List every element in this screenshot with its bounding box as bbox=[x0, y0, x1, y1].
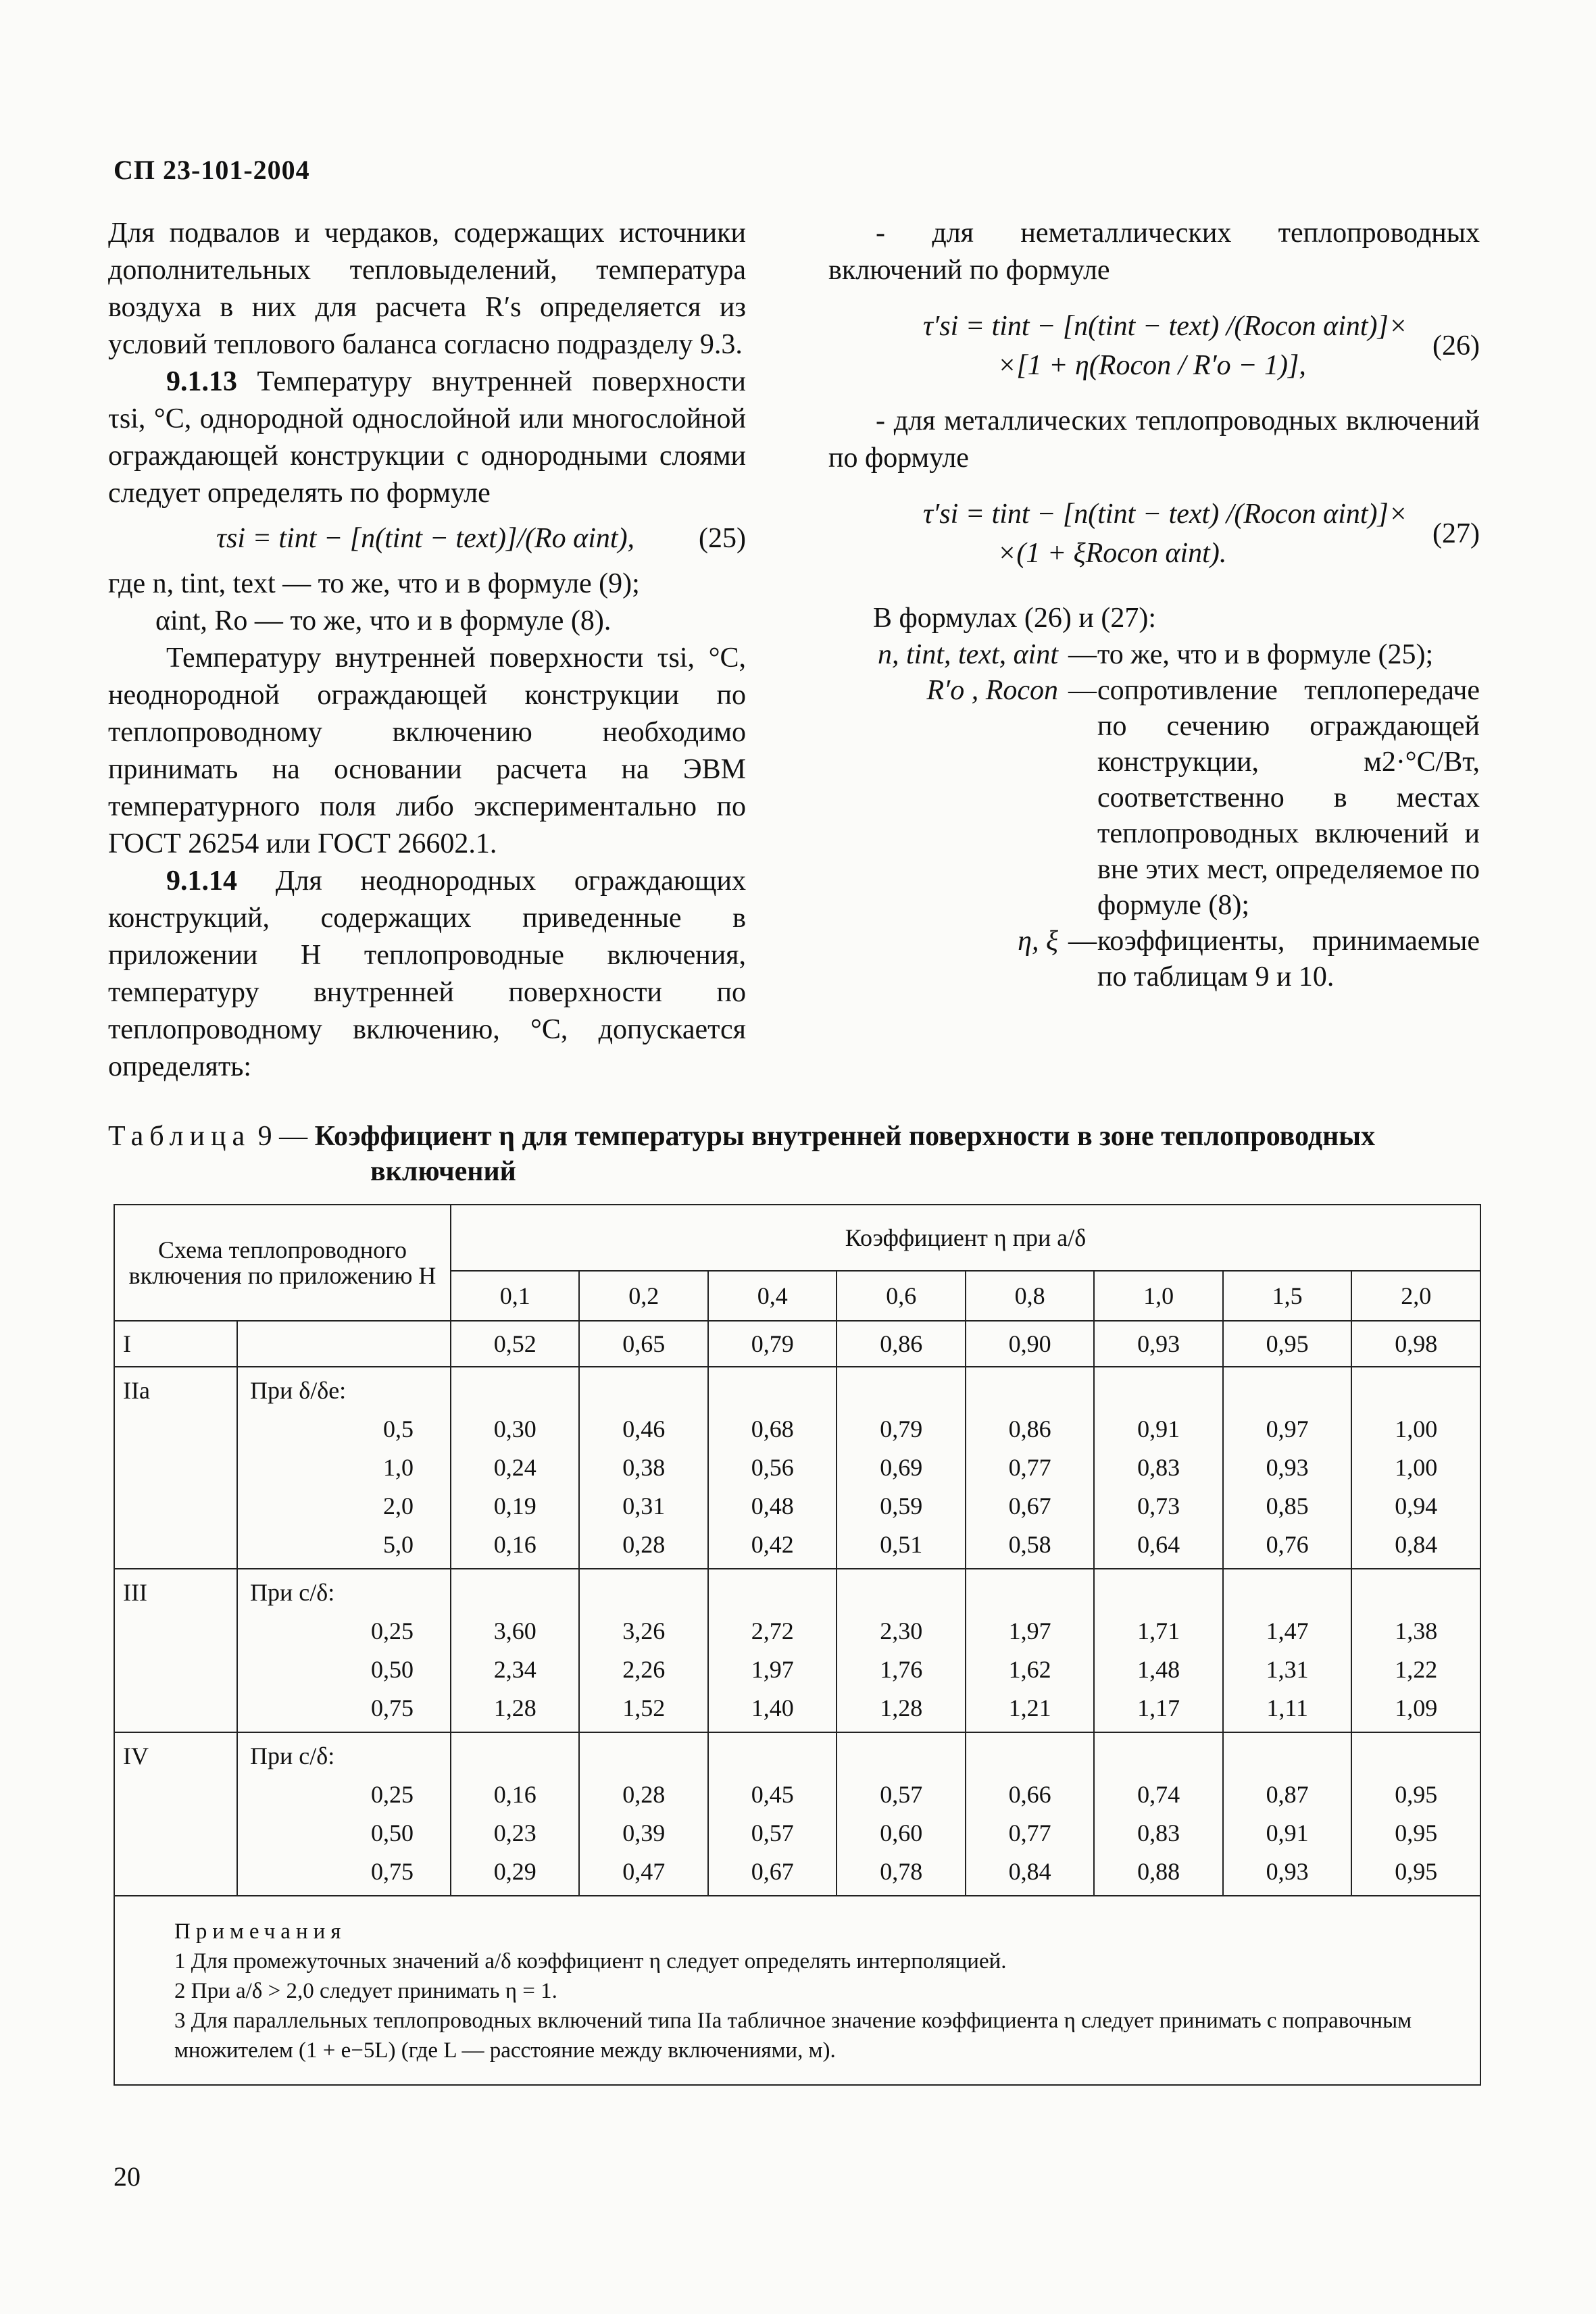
coefficient-value: 2,26 bbox=[622, 1656, 666, 1683]
coefficient-value: 1,97 bbox=[751, 1656, 794, 1683]
table-caption-number: 9 bbox=[257, 1121, 272, 1152]
coefficient-value: 0,60 bbox=[880, 1819, 923, 1846]
coefficient-value: 1,00 bbox=[1395, 1454, 1438, 1481]
coefficient-value: 0,86 bbox=[1008, 1415, 1051, 1442]
legend-vars: n, tint, text, αint bbox=[877, 639, 1058, 670]
note-item: 3 Для параллельных теплопроводных включений типа IIa табличное значение коэффициента η следует принимать с поправочным множителем (1 + e−5L) (где L — расстояние между включениями, м). bbox=[174, 2009, 1412, 2063]
value-cell bbox=[451, 1321, 579, 1367]
value-cell bbox=[1094, 1569, 1222, 1732]
coefficient-value: 0,95 bbox=[1395, 1781, 1438, 1808]
coefficient-value: 0,77 bbox=[1008, 1454, 1051, 1481]
coefficient-value: 0,47 bbox=[622, 1858, 666, 1885]
legend-vars: η, ξ bbox=[1018, 926, 1058, 957]
coefficient-value: 0,64 bbox=[1137, 1531, 1180, 1558]
coefficient-value: 0,94 bbox=[1395, 1492, 1438, 1519]
table-caption-title-cont: включений bbox=[370, 1156, 516, 1187]
ratio-value: 1,0 bbox=[383, 1454, 414, 1481]
legend-dash: — bbox=[1068, 926, 1097, 957]
column-header: 0,4 bbox=[708, 1271, 837, 1321]
left-column bbox=[108, 215, 746, 1086]
coefficient-value: 0,79 bbox=[751, 1330, 794, 1357]
scheme-cell: III bbox=[114, 1569, 237, 1732]
paragraph-nonuniform: Температуру внутренней поверхности τsi, °С, неоднородной ограждающей конструкции по теплопроводному включению необходимо принимать на основании расчета на ЭВМ температурного поля либо экспериментально по ГОСТ 26254 или ГОСТ 26602.1. bbox=[108, 643, 746, 859]
value-cell bbox=[579, 1569, 707, 1732]
coefficient-value: 0,87 bbox=[1266, 1781, 1309, 1808]
coefficient-value: 1,09 bbox=[1395, 1694, 1438, 1721]
coefficient-value: 1,21 bbox=[1008, 1694, 1051, 1721]
coefficient-value: 1,48 bbox=[1137, 1656, 1180, 1683]
in-formulas-label: В формулах (26) и (27): bbox=[873, 603, 1157, 634]
coefficient-value: 0,16 bbox=[493, 1781, 537, 1808]
value-cell bbox=[837, 1367, 965, 1569]
coefficient-value: 0,28 bbox=[622, 1531, 666, 1558]
coefficient-value: 1,40 bbox=[751, 1694, 794, 1721]
coefficient-value: 0,90 bbox=[1008, 1330, 1051, 1357]
ratio-value: 2,0 bbox=[383, 1492, 414, 1519]
coefficient-value: 0,29 bbox=[493, 1858, 537, 1885]
coefficient-value: 0,28 bbox=[622, 1781, 666, 1808]
table-caption-word: Таблица bbox=[108, 1121, 251, 1152]
column-header: 2,0 bbox=[1351, 1271, 1480, 1321]
coefficient-value: 0,31 bbox=[622, 1492, 666, 1519]
value-cell bbox=[579, 1732, 707, 1896]
section-9-1-14 bbox=[108, 863, 746, 1086]
coefficient-value: 1,31 bbox=[1266, 1656, 1309, 1683]
value-cell bbox=[1094, 1732, 1222, 1896]
legend-row bbox=[828, 924, 1480, 995]
coefficient-value: 0,59 bbox=[880, 1492, 923, 1519]
coefficient-value: 1,00 bbox=[1395, 1415, 1438, 1442]
coefficient-table bbox=[114, 1204, 1481, 2086]
formula-27-line-2: ×(1 + ξRocon αint). bbox=[997, 538, 1227, 569]
legend-row bbox=[828, 673, 1480, 924]
coefficient-value: 0,38 bbox=[622, 1454, 666, 1481]
ratio-value: 0,75 bbox=[371, 1858, 414, 1885]
value-cell bbox=[708, 1321, 837, 1367]
document-code: СП 23-101-2004 bbox=[114, 155, 310, 185]
table-caption-dash: — bbox=[279, 1121, 308, 1152]
section-text: Температуру внутренней поверхности τsi, °С, однородной однослойной или многослойной ограждающей конструкции с однородными слоями следует определять по формуле bbox=[108, 366, 746, 509]
coefficient-value: 0,65 bbox=[622, 1330, 666, 1357]
formula-27-line-1: τ′si = tint − [n(tint − text) /(Rocon αint)]× bbox=[923, 499, 1408, 530]
note-item: 2 При a/δ > 2,0 следует принимать η = 1. bbox=[174, 1979, 557, 2003]
paragraph-metal: - для металлических теплопроводных включений по формуле bbox=[828, 405, 1480, 474]
coefficient-value: 1,28 bbox=[493, 1694, 537, 1721]
coefficient-value: 0,95 bbox=[1395, 1819, 1438, 1846]
ratio-value: 0,50 bbox=[371, 1819, 414, 1846]
coefficient-value: 0,76 bbox=[1266, 1531, 1309, 1558]
coefficient-value: 0,79 bbox=[880, 1415, 923, 1442]
value-cell bbox=[451, 1732, 579, 1896]
coefficient-value: 0,23 bbox=[493, 1819, 537, 1846]
column-header: 0,2 bbox=[579, 1271, 707, 1321]
ratio-cell bbox=[237, 1732, 451, 1896]
ratio-value: 0,50 bbox=[371, 1656, 414, 1683]
coefficient-value: 0,24 bbox=[493, 1454, 537, 1481]
formula-26 bbox=[828, 307, 1480, 385]
column-header: 1,5 bbox=[1223, 1271, 1351, 1321]
coefficient-value: 0,93 bbox=[1137, 1330, 1180, 1357]
value-cell bbox=[708, 1569, 837, 1732]
table-row bbox=[114, 1569, 1480, 1732]
coefficient-value: 0,98 bbox=[1395, 1330, 1438, 1357]
coefficient-value: 1,52 bbox=[622, 1694, 666, 1721]
coefficient-value: 1,38 bbox=[1395, 1617, 1438, 1644]
legend-desc: то же, что и в формуле (25); bbox=[1097, 639, 1434, 670]
value-cell bbox=[451, 1367, 579, 1569]
value-cell bbox=[1223, 1367, 1351, 1569]
value-cell bbox=[1094, 1367, 1222, 1569]
table-caption bbox=[108, 1119, 1480, 1189]
coefficient-value: 0,19 bbox=[493, 1492, 537, 1519]
coefficient-value: 0,45 bbox=[751, 1781, 794, 1808]
coefficient-value: 0,52 bbox=[493, 1330, 537, 1357]
formula-25 bbox=[108, 520, 746, 557]
value-cell bbox=[451, 1569, 579, 1732]
header-scheme: Схема теплопроводного включения по приложению Н bbox=[114, 1205, 451, 1321]
section-number: 9.1.14 bbox=[166, 865, 237, 897]
where-line-2: αint, Ro — то же, что и в формуле (8). bbox=[155, 605, 612, 636]
legend-row bbox=[828, 637, 1480, 673]
legend-vars: R′o , Rocon bbox=[926, 675, 1058, 706]
coefficient-value: 0,69 bbox=[880, 1454, 923, 1481]
formula-27 bbox=[828, 495, 1480, 573]
table-row bbox=[114, 1367, 1480, 1569]
table-row bbox=[114, 1321, 1480, 1367]
value-cell bbox=[708, 1732, 837, 1896]
formula-25-number: (25) bbox=[699, 523, 746, 554]
ratio-value: 0,5 bbox=[383, 1415, 414, 1442]
value-cell bbox=[1223, 1321, 1351, 1367]
formula-26-line-2: ×[1 + η(Rocon / R′o − 1)], bbox=[997, 350, 1306, 381]
scheme-cell: IV bbox=[114, 1732, 237, 1896]
coefficient-value: 2,72 bbox=[751, 1617, 794, 1644]
table-notes bbox=[114, 1896, 1480, 2085]
value-cell bbox=[837, 1732, 965, 1896]
coefficient-value: 0,91 bbox=[1137, 1415, 1180, 1442]
where-block-25 bbox=[108, 565, 746, 640]
value-cell bbox=[966, 1732, 1094, 1896]
section-number: 9.1.13 bbox=[166, 366, 237, 397]
coefficient-value: 0,83 bbox=[1137, 1819, 1180, 1846]
coefficient-value: 0,83 bbox=[1137, 1454, 1180, 1481]
coefficient-value: 0,30 bbox=[493, 1415, 537, 1442]
coefficient-value: 0,93 bbox=[1266, 1454, 1309, 1481]
value-cell bbox=[966, 1367, 1094, 1569]
header-coefficient: Коэффициент η при a/δ bbox=[451, 1205, 1480, 1271]
coefficient-value: 1,17 bbox=[1137, 1694, 1180, 1721]
column-header: 1,0 bbox=[1094, 1271, 1222, 1321]
legend-desc: сопротивление теплопередаче по сечению ограждающей конструкции, м2·°С/Вт, соответственно в местах теплопроводных включений и вне этих мест, определяемое по формуле (8); bbox=[1097, 675, 1480, 921]
value-cell bbox=[579, 1321, 707, 1367]
coefficient-value: 1,28 bbox=[880, 1694, 923, 1721]
value-cell bbox=[1223, 1732, 1351, 1896]
value-cell bbox=[708, 1367, 837, 1569]
coefficient-value: 0,95 bbox=[1395, 1858, 1438, 1885]
coefficient-value: 0,46 bbox=[622, 1415, 666, 1442]
section-text: Для неоднородных ограждающих конструкций, содержащих приведенные в приложении Н теплопроводные включения, температуру внутренней поверхности по теплопроводному включению, °С, допускается определять: bbox=[108, 865, 746, 1082]
formula-26-line-1: τ′si = tint − [n(tint − text) /(Rocon αint)]× bbox=[923, 311, 1408, 342]
condition-label: При c/δ: bbox=[250, 1742, 335, 1769]
right-column bbox=[828, 215, 1480, 995]
legend-dash: — bbox=[1068, 639, 1097, 670]
coefficient-value: 1,76 bbox=[880, 1656, 923, 1683]
section-9-1-13 bbox=[108, 363, 746, 512]
coefficient-value: 1,62 bbox=[1008, 1656, 1051, 1683]
scheme-cell: IIa bbox=[114, 1367, 237, 1569]
coefficient-value: 0,39 bbox=[622, 1819, 666, 1846]
formula-27-number: (27) bbox=[1432, 518, 1480, 549]
coefficient-value: 0,84 bbox=[1395, 1531, 1438, 1558]
value-cell bbox=[1223, 1569, 1351, 1732]
value-cell bbox=[579, 1367, 707, 1569]
coefficient-value: 3,60 bbox=[493, 1617, 537, 1644]
coefficient-value: 0,95 bbox=[1266, 1330, 1309, 1357]
coefficient-value: 0,78 bbox=[880, 1858, 923, 1885]
table-row bbox=[114, 1732, 1480, 1896]
coefficient-value: 0,85 bbox=[1266, 1492, 1309, 1519]
coefficient-value: 1,47 bbox=[1266, 1617, 1309, 1644]
column-header: 0,1 bbox=[451, 1271, 579, 1321]
paragraph-basements: Для подвалов и чердаков, содержащих источники дополнительных тепловыделений, температура воздуха в них для расчета R′s определяется из условий теплового баланса согласно подразделу 9.3. bbox=[108, 218, 746, 360]
note-item: 1 Для промежуточных значений a/δ коэффициент η следует определять интерполяцией. bbox=[174, 1949, 1007, 1973]
value-cell bbox=[1351, 1367, 1480, 1569]
coefficient-value: 0,57 bbox=[880, 1781, 923, 1808]
column-header: 0,6 bbox=[837, 1271, 965, 1321]
ratio-value: 0,75 bbox=[371, 1694, 414, 1721]
coefficient-value: 1,71 bbox=[1137, 1617, 1180, 1644]
coefficient-value: 0,73 bbox=[1137, 1492, 1180, 1519]
scheme-cell: I bbox=[114, 1321, 237, 1367]
formula-25-body: τsi = tint − [n(tint − text)]/(Ro αint), bbox=[216, 523, 635, 554]
coefficient-value: 0,67 bbox=[1008, 1492, 1051, 1519]
value-cell bbox=[1351, 1569, 1480, 1732]
value-cell bbox=[837, 1321, 965, 1367]
ratio-value: 0,25 bbox=[371, 1617, 414, 1644]
coefficient-value: 0,91 bbox=[1266, 1819, 1309, 1846]
coefficient-value: 0,51 bbox=[880, 1531, 923, 1558]
condition-label: При c/δ: bbox=[250, 1579, 335, 1606]
coefficient-value: 1,11 bbox=[1266, 1694, 1308, 1721]
paragraph-nonmetal: - для неметаллических теплопроводных включений по формуле bbox=[828, 218, 1480, 286]
column-header: 0,8 bbox=[966, 1271, 1094, 1321]
coefficient-value: 0,68 bbox=[751, 1415, 794, 1442]
coefficient-value: 0,84 bbox=[1008, 1858, 1051, 1885]
value-cell bbox=[966, 1569, 1094, 1732]
coefficient-value: 2,30 bbox=[880, 1617, 923, 1644]
coefficient-value: 1,22 bbox=[1395, 1656, 1438, 1683]
coefficient-value: 0,57 bbox=[751, 1819, 794, 1846]
coefficient-value: 1,97 bbox=[1008, 1617, 1051, 1644]
coefficient-value: 0,16 bbox=[493, 1531, 537, 1558]
table-caption-title: Коэффициент η для температуры внутренней поверхности в зоне теплопроводных bbox=[314, 1121, 1376, 1152]
coefficient-value: 0,88 bbox=[1137, 1858, 1180, 1885]
coefficient-value: 0,97 bbox=[1266, 1415, 1309, 1442]
coefficient-value: 0,42 bbox=[751, 1531, 794, 1558]
coefficient-value: 0,48 bbox=[751, 1492, 794, 1519]
coefficient-value: 3,26 bbox=[622, 1617, 666, 1644]
coefficient-value: 0,58 bbox=[1008, 1531, 1051, 1558]
value-cell bbox=[1351, 1732, 1480, 1896]
value-cell bbox=[966, 1321, 1094, 1367]
ratio-cell bbox=[237, 1321, 451, 1367]
condition-label: При δ/δe: bbox=[250, 1377, 347, 1404]
value-cell bbox=[837, 1569, 965, 1732]
value-cell bbox=[1351, 1321, 1480, 1367]
legend-dash: — bbox=[1068, 675, 1097, 706]
formula-26-number: (26) bbox=[1432, 330, 1480, 361]
coefficient-value: 0,56 bbox=[751, 1454, 794, 1481]
coefficient-value: 0,66 bbox=[1008, 1781, 1051, 1808]
coefficient-value: 0,93 bbox=[1266, 1858, 1309, 1885]
ratio-value: 5,0 bbox=[383, 1531, 414, 1558]
coefficient-value: 0,86 bbox=[880, 1330, 923, 1357]
formula-legend bbox=[828, 637, 1480, 995]
value-cell bbox=[1094, 1321, 1222, 1367]
page-number: 20 bbox=[114, 2161, 141, 2192]
ratio-value: 0,25 bbox=[371, 1781, 414, 1808]
where-line-1: где n, tint, text — то же, что и в формуле (9); bbox=[108, 568, 640, 599]
ratio-cell bbox=[237, 1569, 451, 1732]
legend-desc: коэффициенты, принимаемые по таблицам 9 и 10. bbox=[1097, 926, 1480, 992]
ratio-cell bbox=[237, 1367, 451, 1569]
coefficient-value: 2,34 bbox=[493, 1656, 537, 1683]
notes-title: Примечания bbox=[174, 1919, 347, 1944]
coefficient-value: 0,77 bbox=[1008, 1819, 1051, 1846]
coefficient-value: 0,67 bbox=[751, 1858, 794, 1885]
coefficient-value: 0,74 bbox=[1137, 1781, 1180, 1808]
